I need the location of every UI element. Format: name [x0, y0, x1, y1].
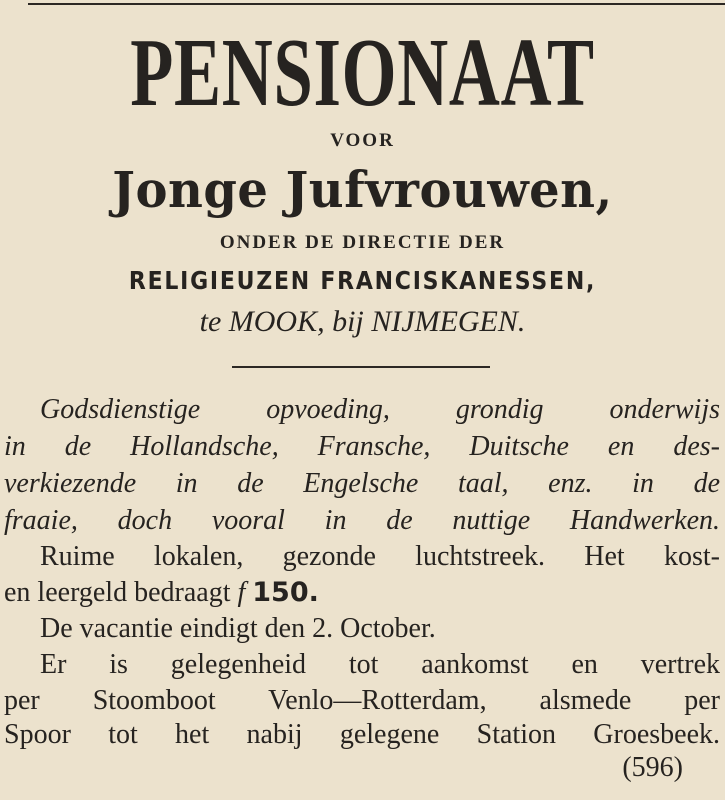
body-line-3: verkiezende in de Engelsche taal, enz. in de [4, 468, 720, 499]
body-line-7: De vacantie eindigt den 2. October. [40, 613, 436, 644]
ad-title: PENSIONAAT [130, 19, 595, 127]
currency-symbol: f [237, 577, 246, 608]
body-line-1: Godsdienstige opvoeding, grondig onderwijs [40, 394, 720, 425]
body-line-9: per Stoomboot Venlo—Rotterdam, alsmede per [4, 685, 720, 716]
body-line-6-text: en leergeld bedraagt [4, 577, 238, 608]
body-line-10: Spoor tot het nabij gelegene Station Groesbeek. [4, 719, 720, 750]
body-line-6 [4, 576, 720, 610]
top-rule [28, 3, 725, 5]
body-line-5: Ruime lokalen, gezonde luchtstreek. Het kost- [40, 541, 720, 572]
ad-order-name: RELIGIEUZEN FRANCISKANESSEN, [128, 266, 597, 295]
ad-subtitle: Jonge Jufvrouwen, [112, 160, 613, 219]
middle-rule [232, 366, 490, 368]
ad-voor: VOOR [330, 130, 395, 151]
body-line-4: fraaie, doch vooral in de nuttige Handwerken. [4, 505, 720, 536]
body-line-2: in de Hollandsche, Fransche, Duitsche en des- [4, 431, 720, 462]
ad-place: te MOOK, bij NIJMEGEN. [199, 305, 526, 338]
ad-direction: ONDER DE DIRECTIE DER [219, 232, 506, 253]
body-line-8: Er is gelegenheid tot aankomst en vertrek [40, 649, 720, 680]
ad-reference-number: (596) [622, 752, 683, 783]
price-amount: 150. [252, 577, 319, 608]
